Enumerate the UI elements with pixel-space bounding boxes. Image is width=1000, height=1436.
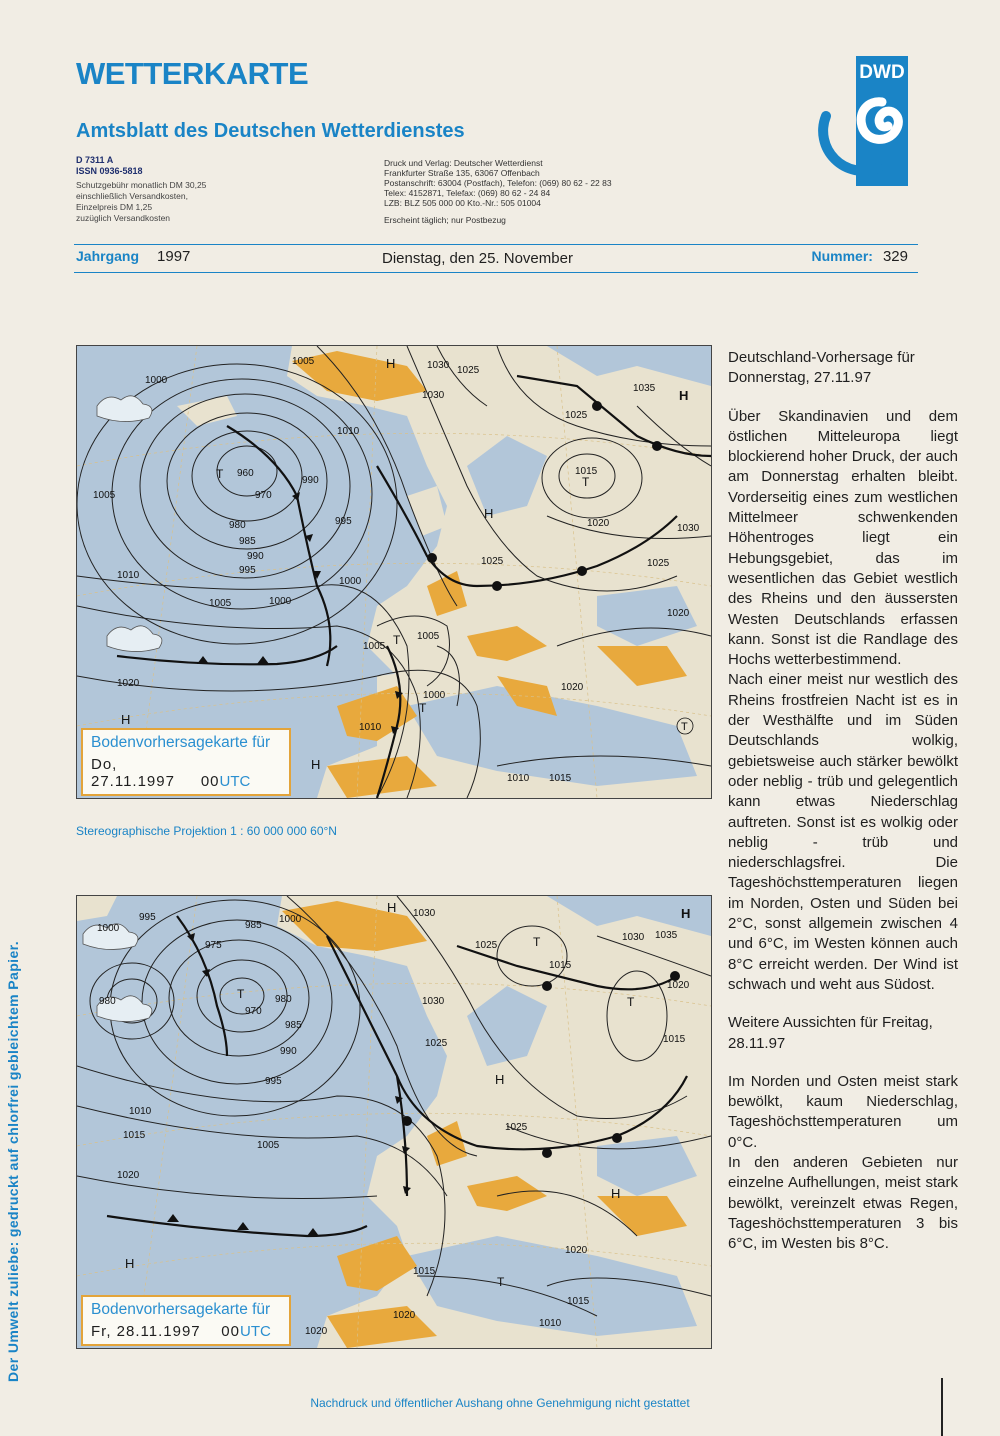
footer-note: Nachdruck und öffentlicher Aushang ohne Genehmigung nicht gestattet — [310, 1396, 690, 1410]
publication-info — [76, 155, 206, 224]
svg-text:1030: 1030 — [413, 908, 436, 919]
svg-text:1010: 1010 — [337, 426, 360, 437]
svg-text:1020: 1020 — [561, 682, 584, 693]
svg-text:T: T — [393, 633, 401, 647]
svg-text:1005: 1005 — [257, 1140, 280, 1151]
fee-line: Einzelpreis DM 1,25 — [76, 202, 153, 212]
svg-text:1025: 1025 — [457, 365, 480, 376]
projection-note: Stereographische Projektion 1 : 60 000 000 60°N — [76, 824, 337, 838]
svg-text:H: H — [386, 356, 396, 371]
svg-text:1030: 1030 — [427, 360, 450, 371]
svg-text:H: H — [387, 900, 397, 915]
publish-note: Erscheint täglich; nur Postbezug — [384, 215, 506, 225]
svg-text:H: H — [681, 906, 691, 921]
environment-note: Der Umwelt zuliebe: gedruckt auf chlorfrei gebleichtem Papier. — [5, 940, 21, 1382]
publisher-line: Frankfurter Straße 135, 63067 Offenbach — [384, 168, 540, 178]
issue-number — [812, 248, 909, 266]
svg-text:990: 990 — [302, 475, 319, 486]
svg-text:1010: 1010 — [507, 773, 530, 784]
caption-title: Bodenvorhersagekarte für — [91, 734, 271, 751]
caption-date — [91, 1323, 279, 1340]
svg-text:990: 990 — [247, 551, 264, 562]
svg-text:995: 995 — [139, 912, 156, 923]
svg-text:1005: 1005 — [363, 641, 386, 652]
svg-text:1020: 1020 — [667, 608, 690, 619]
svg-text:1020: 1020 — [393, 1310, 416, 1321]
svg-text:1025: 1025 — [505, 1122, 528, 1133]
svg-text:1020: 1020 — [305, 1326, 328, 1337]
svg-text:1020: 1020 — [117, 1170, 140, 1181]
svg-text:1005: 1005 — [209, 598, 232, 609]
svg-text:1020: 1020 — [587, 518, 610, 529]
svg-text:1020: 1020 — [117, 678, 140, 689]
svg-text:1025: 1025 — [565, 410, 588, 421]
svg-text:1000: 1000 — [279, 914, 302, 925]
weather-map-friday — [76, 895, 712, 1349]
svg-text:1025: 1025 — [647, 558, 670, 569]
divider — [74, 244, 918, 245]
forecast-heading: Deutschland-Vorhersage für Donnerstag, 27.11.97 — [728, 349, 915, 387]
svg-text:995: 995 — [335, 516, 352, 527]
outlook-heading: Weitere Aussichten für Freitag, 28.11.97 — [728, 1014, 933, 1052]
svg-text:1015: 1015 — [663, 1034, 686, 1045]
svg-text:1030: 1030 — [677, 523, 700, 534]
svg-text:1020: 1020 — [565, 1245, 588, 1256]
svg-text:1015: 1015 — [567, 1296, 590, 1307]
svg-text:1035: 1035 — [633, 383, 656, 394]
svg-text:T: T — [216, 467, 224, 481]
caption-hour: 00 — [221, 1323, 240, 1340]
caption-date — [91, 756, 279, 790]
svg-text:1000: 1000 — [339, 576, 362, 587]
number-label: Nummer: — [811, 248, 873, 264]
svg-text:1000: 1000 — [423, 690, 446, 701]
publisher-line: LZB: BLZ 505 000 00 Kto.-Nr.: 505 01004 — [384, 198, 541, 208]
svg-text:T: T — [497, 1275, 505, 1289]
page-subtitle: Amtsblatt des Deutschen Wetterdienstes — [76, 120, 465, 142]
edge-mark — [941, 1378, 943, 1436]
svg-text:1000: 1000 — [145, 375, 168, 386]
outlook-paragraph: In den anderen Gebieten nur einzelne Aufhellungen, meist stark bewölkt, vereinzelt etwas Regen, Tageshöchsttemperaturen 3 bis 6°C, im Westen bis 8°C. — [728, 1153, 958, 1253]
svg-text:T: T — [582, 475, 590, 489]
id-line: D 7311 A — [76, 155, 114, 165]
svg-text:1035: 1035 — [655, 930, 678, 941]
svg-text:995: 995 — [239, 565, 256, 576]
caption-utc: UTC — [239, 1323, 271, 1340]
publisher-line: Postanschrift: 63004 (Postfach), Telefon: (069) 80 62 - 22 83 — [384, 178, 612, 188]
svg-text:T: T — [627, 995, 635, 1009]
svg-text:H: H — [484, 506, 494, 521]
svg-text:1015: 1015 — [413, 1266, 436, 1277]
svg-text:960: 960 — [237, 468, 254, 479]
svg-text:995: 995 — [265, 1076, 282, 1087]
svg-text:H: H — [679, 388, 689, 403]
caption-date-value: Do, 27.11.1997 — [91, 756, 175, 790]
fee-line: einschließlich Versandkosten, — [76, 191, 188, 201]
svg-text:1020: 1020 — [667, 980, 690, 991]
svg-text:980: 980 — [229, 520, 246, 531]
divider — [74, 272, 918, 273]
issue-date: Dienstag, den 25. November — [382, 250, 573, 267]
svg-text:H: H — [495, 1072, 505, 1087]
svg-text:1005: 1005 — [417, 631, 440, 642]
svg-text:T: T — [681, 721, 688, 733]
svg-text:H: H — [311, 757, 321, 772]
volume-label: Jahrgang — [76, 248, 140, 264]
svg-text:1010: 1010 — [359, 722, 382, 733]
caption-hour: 00 — [200, 773, 220, 790]
map-caption — [81, 728, 291, 796]
svg-text:1025: 1025 — [475, 940, 498, 951]
publisher-line: Telex: 4152871, Telefax: (069) 80 62 - 24 84 — [384, 188, 551, 198]
caption-date-value: Fr, 28.11.1997 — [91, 1323, 201, 1340]
svg-text:980: 980 — [99, 996, 116, 1007]
svg-text:1010: 1010 — [117, 570, 140, 581]
svg-text:985: 985 — [239, 536, 256, 547]
forecast-paragraph: Über Skandinavien und dem östlichen Mitteleuropa liegt blockierend hoher Druck, der auch am Donnerstag erhalten bleibt. Vorderseitig eines zum westlichen Mittelmeer schwenkenden Höhentroges liegt ein Hebungsgebiet, das im wesentlichen das Gebiet westlich des Rheins und den äussersten Westen Deutschlands erfassen kann. Sonst ist die Randlage des Hochs wetterbestimmend. — [728, 407, 958, 669]
svg-text:H: H — [125, 1256, 135, 1271]
dwd-logo — [818, 56, 908, 186]
svg-text:985: 985 — [245, 920, 262, 931]
svg-text:1015: 1015 — [549, 773, 572, 784]
forecast-paragraph: Nach einer meist nur westlich des Rheins frostfreien Nacht ist es in der Westhälfte und im Süden Deutschlands wolkig, gebietsweise auch stärker bewölkt oder neblig - trüb und gelegentlich kann etwas Niederschlag auftreten. Sonst ist es wolkig oder neblig - trüb und niederschlagsfrei. Die Tageshöchsttemperaturen liegen im Norden, Osten und Süden bei 2°C, sonst allgemein zwischen 4 und 6°C, im Westen können auch 8°C erreicht werden. Der Wind ist schwach und weht aus Südost. — [728, 671, 958, 993]
svg-text:970: 970 — [245, 1006, 262, 1017]
svg-text:1015: 1015 — [123, 1130, 146, 1141]
svg-text:1030: 1030 — [422, 390, 445, 401]
svg-text:T: T — [237, 987, 245, 1001]
caption-utc: UTC — [219, 773, 251, 790]
svg-text:975: 975 — [205, 940, 222, 951]
caption-title: Bodenvorhersagekarte für — [91, 1301, 271, 1318]
issn: ISSN 0936-5818 — [76, 166, 143, 176]
volume-value: 1997 — [157, 248, 191, 265]
publisher-line: Druck und Verlag: Deutscher Wetterdienst — [384, 158, 543, 168]
outlook-paragraph: Im Norden und Osten meist stark bewölkt, kaum Niederschlag, Tageshöchsttemperaturen um 0°C. — [728, 1072, 958, 1151]
map-caption — [81, 1295, 291, 1346]
svg-text:DWD: DWD — [859, 62, 905, 83]
svg-text:T: T — [419, 701, 427, 715]
svg-text:1005: 1005 — [93, 490, 116, 501]
forecast-text — [728, 348, 958, 1254]
issue-bar — [76, 248, 916, 272]
svg-text:1030: 1030 — [422, 996, 445, 1007]
number-value: 329 — [882, 248, 908, 265]
svg-text:1030: 1030 — [622, 932, 645, 943]
svg-text:1005: 1005 — [292, 356, 315, 367]
svg-text:980: 980 — [275, 994, 292, 1005]
svg-text:1025: 1025 — [425, 1038, 448, 1049]
svg-text:1000: 1000 — [97, 923, 120, 934]
svg-text:H: H — [121, 712, 131, 727]
svg-text:T: T — [533, 935, 541, 949]
svg-text:1015: 1015 — [549, 960, 572, 971]
volume — [76, 248, 190, 266]
svg-text:1000: 1000 — [269, 596, 292, 607]
svg-text:985: 985 — [285, 1020, 302, 1031]
svg-text:1025: 1025 — [481, 556, 504, 567]
weather-map-thursday — [76, 345, 712, 799]
svg-text:1010: 1010 — [129, 1106, 152, 1117]
svg-text:1015: 1015 — [575, 466, 598, 477]
fee-line: Schutzgebühr monatlich DM 30,25 — [76, 180, 207, 190]
publisher-info — [384, 158, 612, 225]
fee-line: zuzüglich Versandkosten — [76, 213, 171, 223]
svg-text:990: 990 — [280, 1046, 297, 1057]
svg-text:970: 970 — [255, 490, 272, 501]
weather-map-image — [77, 896, 711, 1348]
page-title: WETTERKARTE — [76, 56, 309, 91]
svg-text:H: H — [611, 1186, 621, 1201]
svg-text:1010: 1010 — [539, 1318, 562, 1329]
